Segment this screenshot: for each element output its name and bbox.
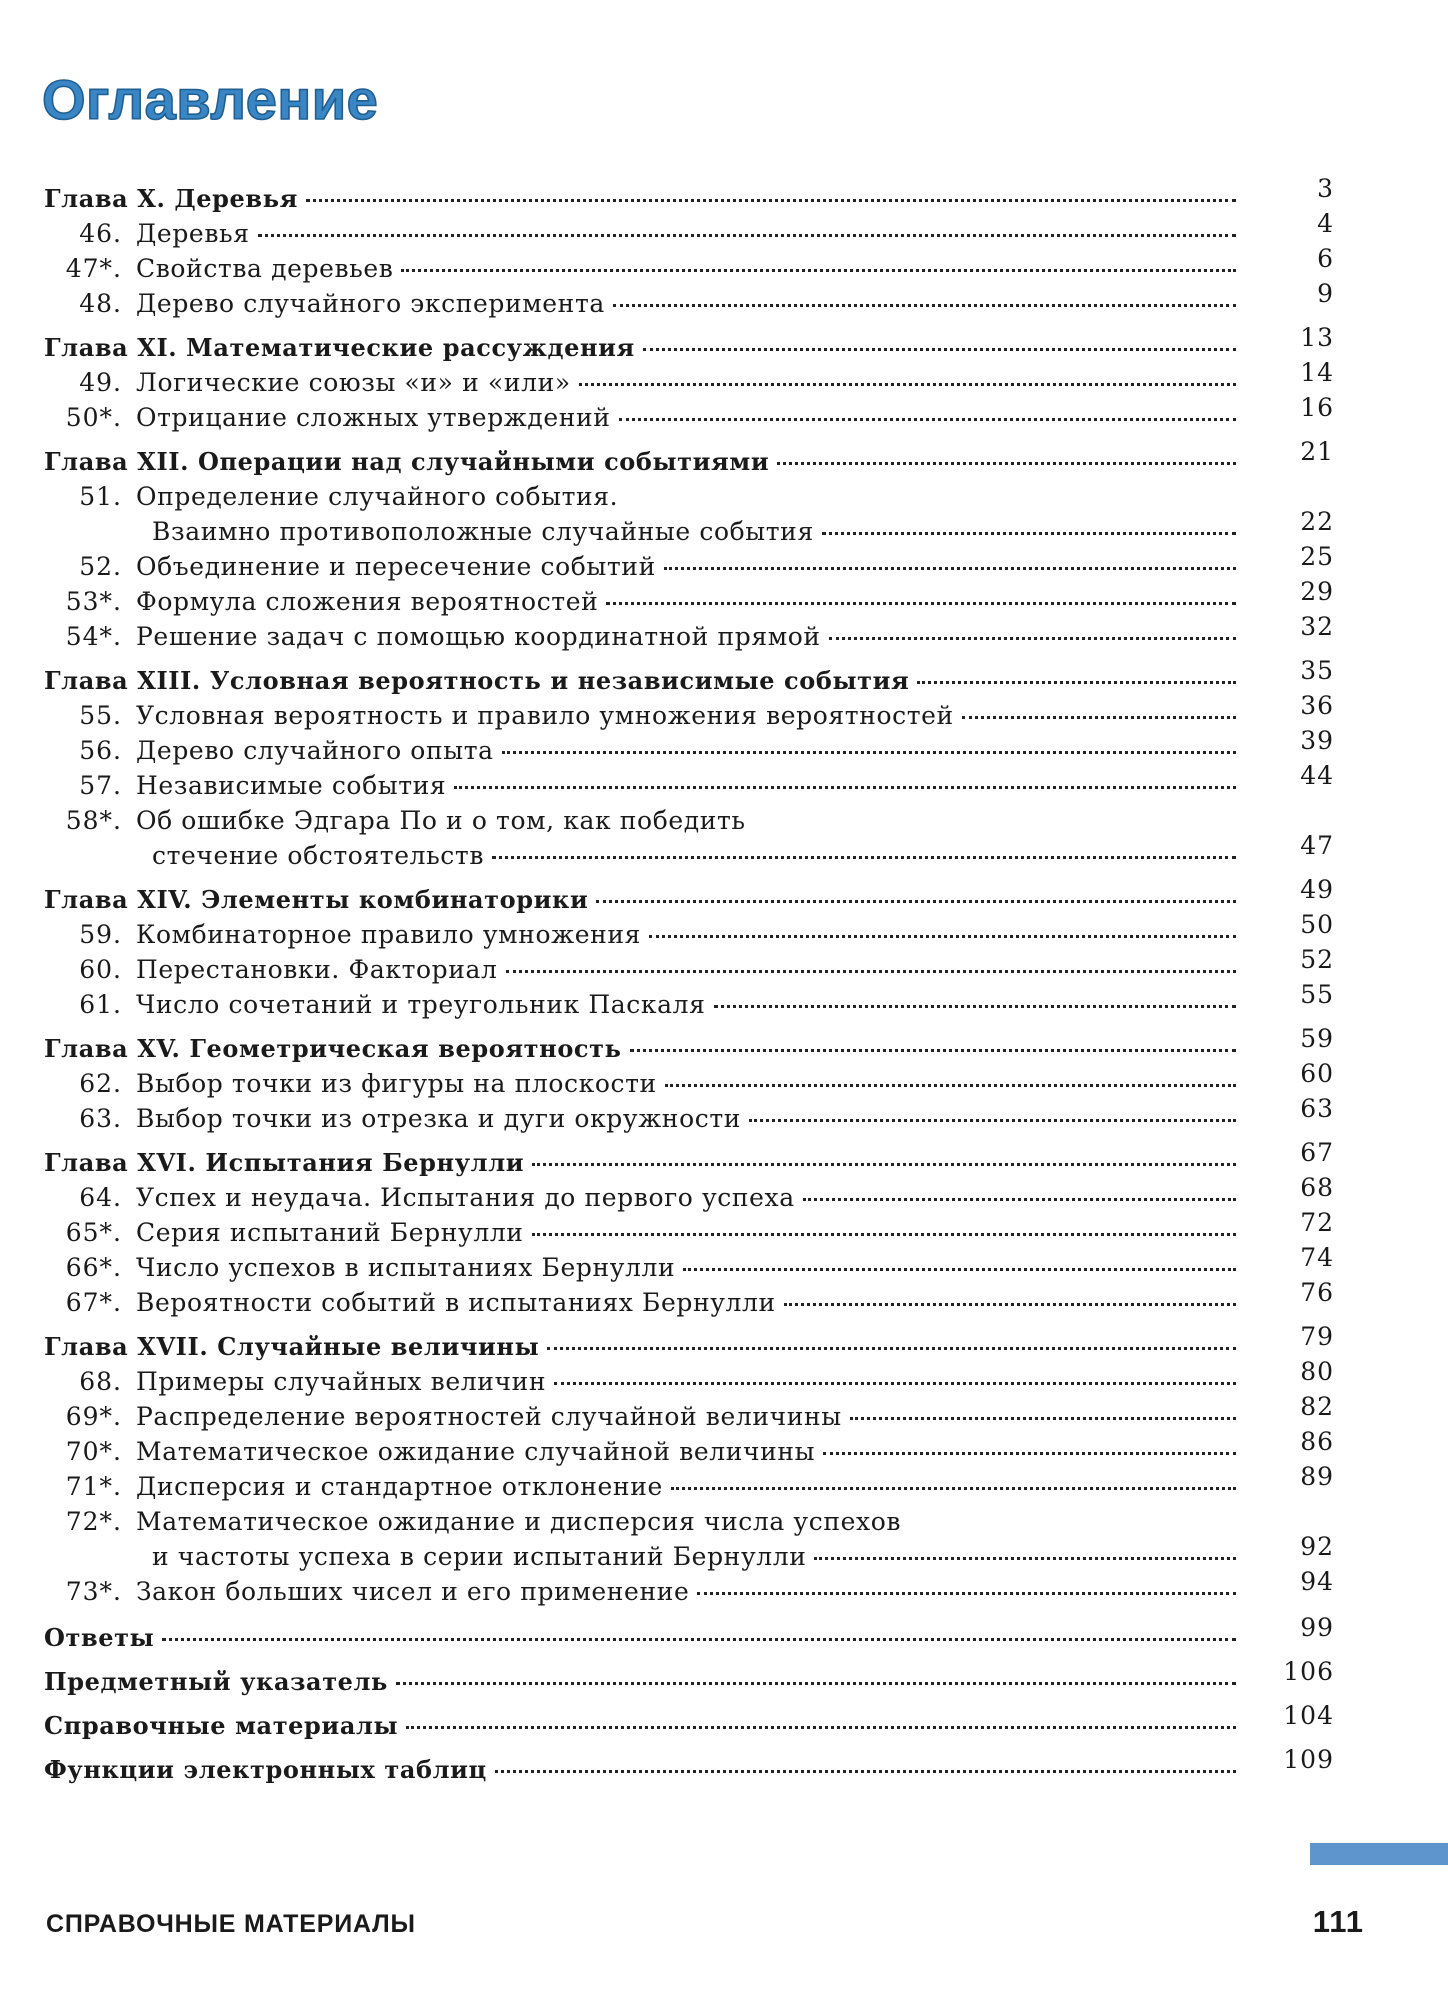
- toc-chapter-entry: [44, 1657, 1334, 1700]
- toc-page-number: 47: [1300, 831, 1334, 860]
- toc-chapter-entry: [44, 437, 1334, 480]
- toc-entry-text: [44, 990, 1244, 1020]
- toc-section-entry: [44, 1462, 1334, 1505]
- page-title: Оглавление: [42, 68, 379, 131]
- section-title: Математическое ожидание и дисперсия числа успехов: [136, 1507, 902, 1536]
- dot-leader: [619, 418, 1236, 421]
- dot-leader: [532, 1163, 1236, 1166]
- dot-leader: [396, 1682, 1236, 1685]
- toc-section-entry: [44, 577, 1334, 620]
- toc-section-entry: [44, 480, 1334, 515]
- dot-leader: [454, 786, 1236, 789]
- dot-leader: [579, 383, 1236, 386]
- dot-leader: [823, 1452, 1236, 1455]
- dot-leader: [649, 935, 1236, 938]
- section-number: 64.: [79, 1183, 122, 1212]
- toc-section-entry: [44, 1357, 1334, 1400]
- toc-section-entry: [44, 244, 1334, 287]
- section-number: 60.: [79, 955, 122, 984]
- toc-entry-text: [44, 1288, 1244, 1318]
- chapter-title: Глава X. Деревья: [44, 184, 298, 213]
- dot-leader: [306, 199, 1236, 202]
- toc-entry-continuation: [44, 1532, 1334, 1575]
- toc-section-entry: [44, 209, 1334, 252]
- section-title: Распределение вероятностей случайной величины: [136, 1402, 842, 1431]
- toc-entry-text: [44, 806, 1244, 836]
- toc-entry-text: [44, 1711, 1244, 1741]
- section-title: Выбор точки из фигуры на плоскости: [136, 1069, 657, 1098]
- toc-entry-text: [44, 517, 1244, 547]
- toc-entry-text: [44, 1104, 1244, 1134]
- chapter-title: Справочные материалы: [44, 1711, 399, 1740]
- section-title: Число успехов в испытаниях Бернулли: [136, 1253, 676, 1282]
- toc-page-number: 80: [1300, 1357, 1334, 1386]
- toc-page-number: 25: [1300, 542, 1334, 571]
- toc-page-number: 99: [1300, 1613, 1334, 1642]
- section-number: 72*.: [65, 1507, 122, 1536]
- toc-entry-text: [44, 955, 1244, 985]
- section-title: Об ошибке Эдгара По и о том, как победить: [136, 806, 746, 835]
- toc-section-entry: [44, 1505, 1334, 1540]
- toc-section-entry: [44, 1094, 1334, 1137]
- section-number: 67*.: [65, 1288, 122, 1317]
- section-number: 49.: [79, 368, 122, 397]
- section-title: Дисперсия и стандартное отклонение: [136, 1472, 663, 1501]
- toc-section-entry: [44, 1208, 1334, 1251]
- toc-page-number: 94: [1300, 1567, 1334, 1596]
- toc-entry-text: [44, 841, 1244, 871]
- toc-chapter-entry: [44, 174, 1334, 217]
- section-title: Условная вероятность и правило умножения вероятностей: [136, 701, 954, 730]
- toc-section-entry: [44, 1278, 1334, 1321]
- toc-chapter-entry: [44, 323, 1334, 366]
- dot-leader: [162, 1638, 1236, 1641]
- section-title: Независимые события: [136, 771, 447, 800]
- section-number: 73*.: [65, 1577, 122, 1606]
- toc-entry-text: [44, 1148, 1244, 1178]
- toc-entry-continuation: [44, 831, 1334, 874]
- chapter-title: Глава XV. Геометрическая вероятность: [44, 1034, 622, 1063]
- toc-page-number: 21: [1300, 437, 1334, 466]
- toc-entry-text: [44, 920, 1244, 950]
- toc-page-number: 16: [1300, 393, 1334, 422]
- section-number: 46.: [79, 219, 122, 248]
- section-number: 57.: [79, 771, 122, 800]
- toc-page-number: 63: [1300, 1094, 1334, 1123]
- toc-page-number: 6: [1317, 244, 1334, 273]
- section-title: Решение задач с помощью координатной прямой: [136, 622, 821, 651]
- toc-entry-text: [44, 587, 1244, 617]
- dot-leader: [664, 567, 1236, 570]
- toc-entry-text: [44, 1542, 1244, 1572]
- chapter-title: Глава XVI. Испытания Бернулли: [44, 1148, 525, 1177]
- toc-page-number: 50: [1300, 910, 1334, 939]
- toc-page-number: 29: [1300, 577, 1334, 606]
- toc-page-number: 74: [1300, 1243, 1334, 1272]
- toc-page-number: 82: [1300, 1392, 1334, 1421]
- toc-entry-text: [44, 184, 1244, 214]
- dot-leader: [671, 1487, 1236, 1490]
- dot-leader: [829, 637, 1236, 640]
- toc-section-entry: [44, 910, 1334, 953]
- section-title: Логические союзы «и» и «или»: [136, 368, 571, 397]
- toc-chapter-entry: [44, 875, 1334, 918]
- dot-leader: [406, 1726, 1236, 1729]
- toc-page-number: 3: [1317, 174, 1334, 203]
- toc-page-number: 76: [1300, 1278, 1334, 1307]
- accent-bar: [1310, 1843, 1448, 1865]
- toc-page-number: 13: [1300, 323, 1334, 352]
- toc-section-entry: [44, 393, 1334, 436]
- toc-page-number: 44: [1300, 761, 1334, 790]
- dot-leader: [643, 348, 1236, 351]
- toc-page-number: 4: [1317, 209, 1334, 238]
- toc-page-number: 59: [1300, 1024, 1334, 1053]
- toc-entry-text: [44, 1623, 1244, 1653]
- dot-leader: [554, 1382, 1236, 1385]
- dot-leader: [495, 1770, 1236, 1773]
- dot-leader: [532, 1233, 1236, 1236]
- chapter-title: Глава XIV. Элементы комбинаторики: [44, 885, 589, 914]
- dot-leader: [822, 532, 1236, 535]
- toc-entry-text: [44, 1069, 1244, 1099]
- dot-leader: [917, 681, 1236, 684]
- section-title: и частоты успеха в серии испытаний Бернулли: [152, 1542, 807, 1571]
- toc-page-number: 55: [1300, 980, 1334, 1009]
- section-number: 58*.: [65, 806, 122, 835]
- running-title: СПРАВОЧНЫЕ МАТЕРИАЛЫ: [46, 1910, 416, 1938]
- section-number: 56.: [79, 736, 122, 765]
- dot-leader: [777, 462, 1236, 465]
- section-number: 51.: [79, 482, 122, 511]
- section-number: 59.: [79, 920, 122, 949]
- dot-leader: [502, 751, 1236, 754]
- dot-leader: [401, 269, 1236, 272]
- chapter-title: Глава XI. Математические рассуждения: [44, 333, 635, 362]
- toc-entry-text: [44, 1472, 1244, 1502]
- section-number: 62.: [79, 1069, 122, 1098]
- toc-entry-text: [44, 333, 1244, 363]
- toc-entry-text: [44, 1402, 1244, 1432]
- toc-chapter-entry: [44, 1322, 1334, 1365]
- toc-page-number: 39: [1300, 726, 1334, 755]
- section-title: Дерево случайного эксперимента: [136, 289, 605, 318]
- dot-leader: [962, 716, 1236, 719]
- dot-leader: [803, 1198, 1236, 1201]
- section-number: 48.: [79, 289, 122, 318]
- toc-section-entry: [44, 279, 1334, 322]
- toc-section-entry: [44, 980, 1334, 1023]
- dot-leader: [492, 856, 1236, 859]
- toc-page-number: 32: [1300, 612, 1334, 641]
- toc-page-number: 49: [1300, 875, 1334, 904]
- section-number: 66*.: [65, 1253, 122, 1282]
- section-number: 65*.: [65, 1218, 122, 1247]
- toc-chapter-entry: [44, 656, 1334, 699]
- section-number: 50*.: [65, 403, 122, 432]
- section-number: 71*.: [65, 1472, 122, 1501]
- section-number: 55.: [79, 701, 122, 730]
- toc-section-entry: [44, 804, 1334, 839]
- toc-section-entry: [44, 1427, 1334, 1470]
- toc-entry-text: [44, 666, 1244, 696]
- toc-entry-text: [44, 771, 1244, 801]
- toc-entry-text: [44, 482, 1244, 512]
- toc-section-entry: [44, 612, 1334, 655]
- toc-page-number: 14: [1300, 358, 1334, 387]
- section-title: Дерево случайного опыта: [136, 736, 494, 765]
- dot-leader: [506, 970, 1236, 973]
- section-title: Взаимно противоположные случайные события: [152, 517, 814, 546]
- page-number: 111: [1312, 1904, 1364, 1939]
- section-title: Вероятности событий в испытаниях Бернулли: [136, 1288, 776, 1317]
- toc-section-entry: [44, 1243, 1334, 1286]
- toc-page-number: 79: [1300, 1322, 1334, 1351]
- toc-entry-text: [44, 447, 1244, 477]
- dot-leader: [749, 1119, 1236, 1122]
- chapter-title: Глава XIII. Условная вероятность и независимые события: [44, 666, 910, 695]
- toc-entry-text: [44, 1755, 1244, 1785]
- dot-leader: [683, 1268, 1236, 1271]
- section-title: Деревья: [136, 219, 250, 248]
- toc-page-number: 68: [1300, 1173, 1334, 1202]
- toc-section-entry: [44, 691, 1334, 734]
- toc-page-number: 89: [1300, 1462, 1334, 1491]
- toc-section-entry: [44, 358, 1334, 401]
- toc-page-number: 22: [1300, 507, 1334, 536]
- toc-page-number: 67: [1300, 1138, 1334, 1167]
- chapter-title: Предметный указатель: [44, 1667, 388, 1696]
- toc-chapter-entry: [44, 1138, 1334, 1181]
- toc-page-number: 9: [1317, 279, 1334, 308]
- chapter-title: Ответы: [44, 1623, 155, 1652]
- toc-entry-text: [44, 1332, 1244, 1362]
- toc-chapter-entry: [44, 1745, 1334, 1788]
- dot-leader: [258, 234, 1236, 237]
- section-title: Объединение и пересечение событий: [136, 552, 656, 581]
- dot-leader: [850, 1417, 1236, 1420]
- toc-section-entry: [44, 726, 1334, 769]
- toc-entry-continuation: [44, 507, 1334, 550]
- toc-section-entry: [44, 1059, 1334, 1102]
- section-title: Перестановки. Факториал: [136, 955, 498, 984]
- dot-leader: [665, 1084, 1236, 1087]
- toc-entry-text: [44, 403, 1244, 433]
- section-title: Свойства деревьев: [136, 254, 394, 283]
- dot-leader: [814, 1557, 1236, 1560]
- section-title: Комбинаторное правило умножения: [136, 920, 642, 949]
- table-of-contents: [44, 174, 1334, 1788]
- section-number: 70*.: [65, 1437, 122, 1466]
- section-title: стечение обстоятельств: [152, 841, 484, 870]
- toc-page-number: 35: [1300, 656, 1334, 685]
- toc-chapter-entry: [44, 1024, 1334, 1067]
- toc-entry-text: [44, 1667, 1244, 1697]
- dot-leader: [606, 602, 1236, 605]
- toc-entry-text: [44, 885, 1244, 915]
- dot-leader: [784, 1303, 1236, 1306]
- section-number: 63.: [79, 1104, 122, 1133]
- toc-page-number: 104: [1283, 1701, 1334, 1730]
- section-title: Математическое ожидание случайной величины: [136, 1437, 816, 1466]
- section-title: Выбор точки из отрезка и дуги окружности: [136, 1104, 742, 1133]
- section-number: 54*.: [65, 622, 122, 651]
- toc-entry-text: [44, 1507, 1244, 1537]
- toc-entry-text: [44, 1034, 1244, 1064]
- section-title: Отрицание сложных утверждений: [136, 403, 611, 432]
- toc-section-entry: [44, 1173, 1334, 1216]
- toc-page-number: 92: [1300, 1532, 1334, 1561]
- toc-entry-text: [44, 1253, 1244, 1283]
- toc-chapter-entry: [44, 1701, 1334, 1744]
- toc-entry-text: [44, 1577, 1244, 1607]
- toc-page-number: 72: [1300, 1208, 1334, 1237]
- toc-entry-text: [44, 1437, 1244, 1467]
- section-number: 52.: [79, 552, 122, 581]
- section-number: 61.: [79, 990, 122, 1019]
- toc-section-entry: [44, 1392, 1334, 1435]
- toc-page-number: 36: [1300, 691, 1334, 720]
- section-title: Успех и неудача. Испытания до первого успеха: [136, 1183, 795, 1212]
- toc-entry-text: [44, 289, 1244, 319]
- toc-entry-text: [44, 368, 1244, 398]
- toc-entry-text: [44, 736, 1244, 766]
- chapter-title: Функции электронных таблиц: [44, 1755, 487, 1784]
- section-title: Закон больших чисел и его применение: [136, 1577, 690, 1606]
- toc-page-number: 60: [1300, 1059, 1334, 1088]
- dot-leader: [697, 1592, 1236, 1595]
- section-title: Серия испытаний Бернулли: [136, 1218, 524, 1247]
- dot-leader: [613, 304, 1236, 307]
- section-number: 53*.: [65, 587, 122, 616]
- toc-page-number: 86: [1300, 1427, 1334, 1456]
- toc-section-entry: [44, 761, 1334, 804]
- chapter-title: Глава XII. Операции над случайными событиями: [44, 447, 770, 476]
- section-title: Примеры случайных величин: [136, 1367, 547, 1396]
- dot-leader: [547, 1347, 1236, 1350]
- toc-section-entry: [44, 1567, 1334, 1610]
- toc-entry-text: [44, 219, 1244, 249]
- toc-entry-text: [44, 1367, 1244, 1397]
- toc-entry-text: [44, 1218, 1244, 1248]
- toc-entry-text: [44, 622, 1244, 652]
- toc-page-number: 109: [1283, 1745, 1334, 1774]
- toc-page-number: 52: [1300, 945, 1334, 974]
- toc-section-entry: [44, 542, 1334, 585]
- section-title: Число сочетаний и треугольник Паскаля: [136, 990, 706, 1019]
- dot-leader: [596, 900, 1236, 903]
- toc-chapter-entry: [44, 1613, 1334, 1656]
- toc-entry-text: [44, 254, 1244, 284]
- dot-leader: [630, 1049, 1236, 1052]
- toc-section-entry: [44, 945, 1334, 988]
- chapter-title: Глава XVII. Случайные величины: [44, 1332, 540, 1361]
- toc-entry-text: [44, 552, 1244, 582]
- section-number: 68.: [79, 1367, 122, 1396]
- section-title: Определение случайного события.: [136, 482, 619, 511]
- section-number: 47*.: [65, 254, 122, 283]
- toc-entry-text: [44, 701, 1244, 731]
- toc-page-number: 106: [1283, 1657, 1334, 1686]
- toc-entry-text: [44, 1183, 1244, 1213]
- dot-leader: [714, 1005, 1237, 1008]
- section-title: Формула сложения вероятностей: [136, 587, 599, 616]
- section-number: 69*.: [65, 1402, 122, 1431]
